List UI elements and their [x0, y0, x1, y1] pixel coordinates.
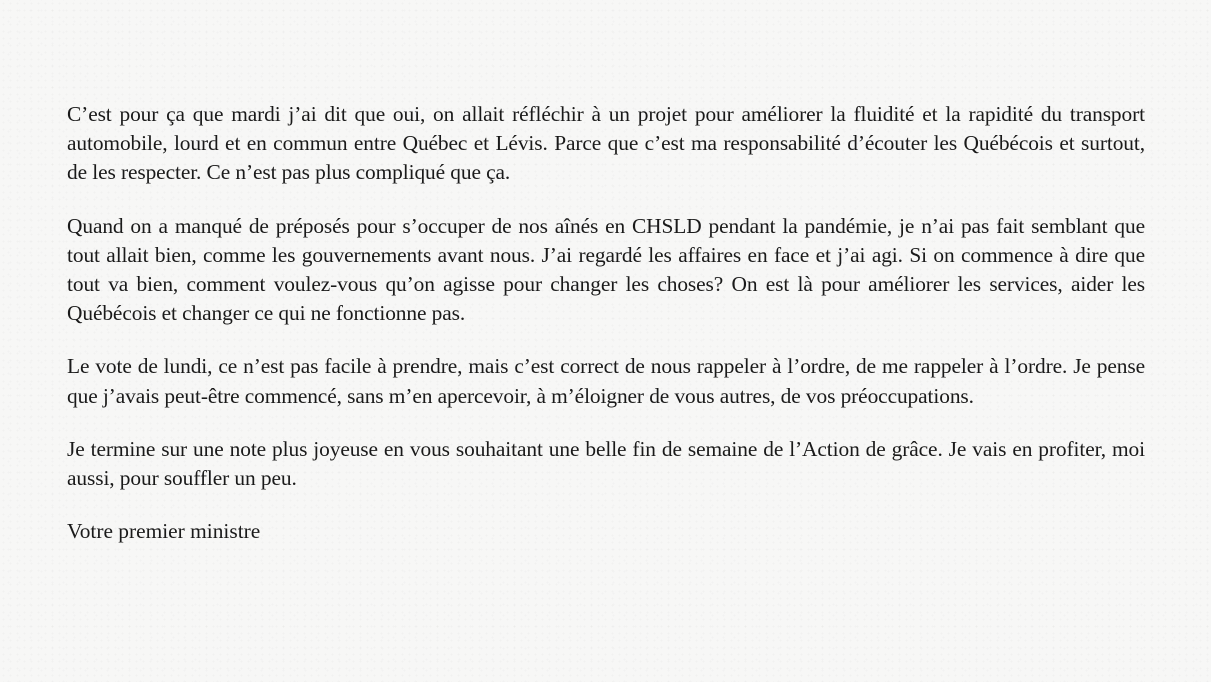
paragraph-thanksgiving: Je termine sur une note plus joyeuse en vous souhaitant une belle fin de semaine de l’Action de grâce. Je vais en profiter, moi aussi, pour souffler un peu.: [67, 436, 1145, 491]
paragraph-chsld: Quand on a manqué de préposés pour s’occuper de nos aînés en CHSLD pendant la pandémie, je n’ai pas fait semblant que tout allait bien, comme les gouvernements avant nous. J’ai regardé les affaires en face et j’ai agi. Si on commence à dire que tout va bien, comment voulez-vous qu’on agisse pour changer les choses? On est là pour améliorer les services, aider les Québécois et changer ce qui ne fonctionne pas.: [67, 213, 1145, 326]
paragraph-vote: Le vote de lundi, ce n’est pas facile à prendre, mais c’est correct de nous rappeler à l’ordre, de me rappeler à l’ordre. Je pense que j’avais peut-être commencé, sans m’en apercevoir, à m’éloigner de vous autres, de vos préoccupations.: [67, 354, 1145, 408]
signature: Votre premier ministre: [67, 519, 261, 544]
paragraph-transport: C’est pour ça que mardi j’ai dit que oui, on allait réfléchir à un projet pour améliorer la fluidité et la rapidité du transport automobile, lourd et en commun entre Québec et Lévis. Parce que c’est ma responsabilité d’écouter les Québécois et surtout, de les respecter. Ce n’est pas plus compliqué que ça.: [67, 102, 1145, 185]
